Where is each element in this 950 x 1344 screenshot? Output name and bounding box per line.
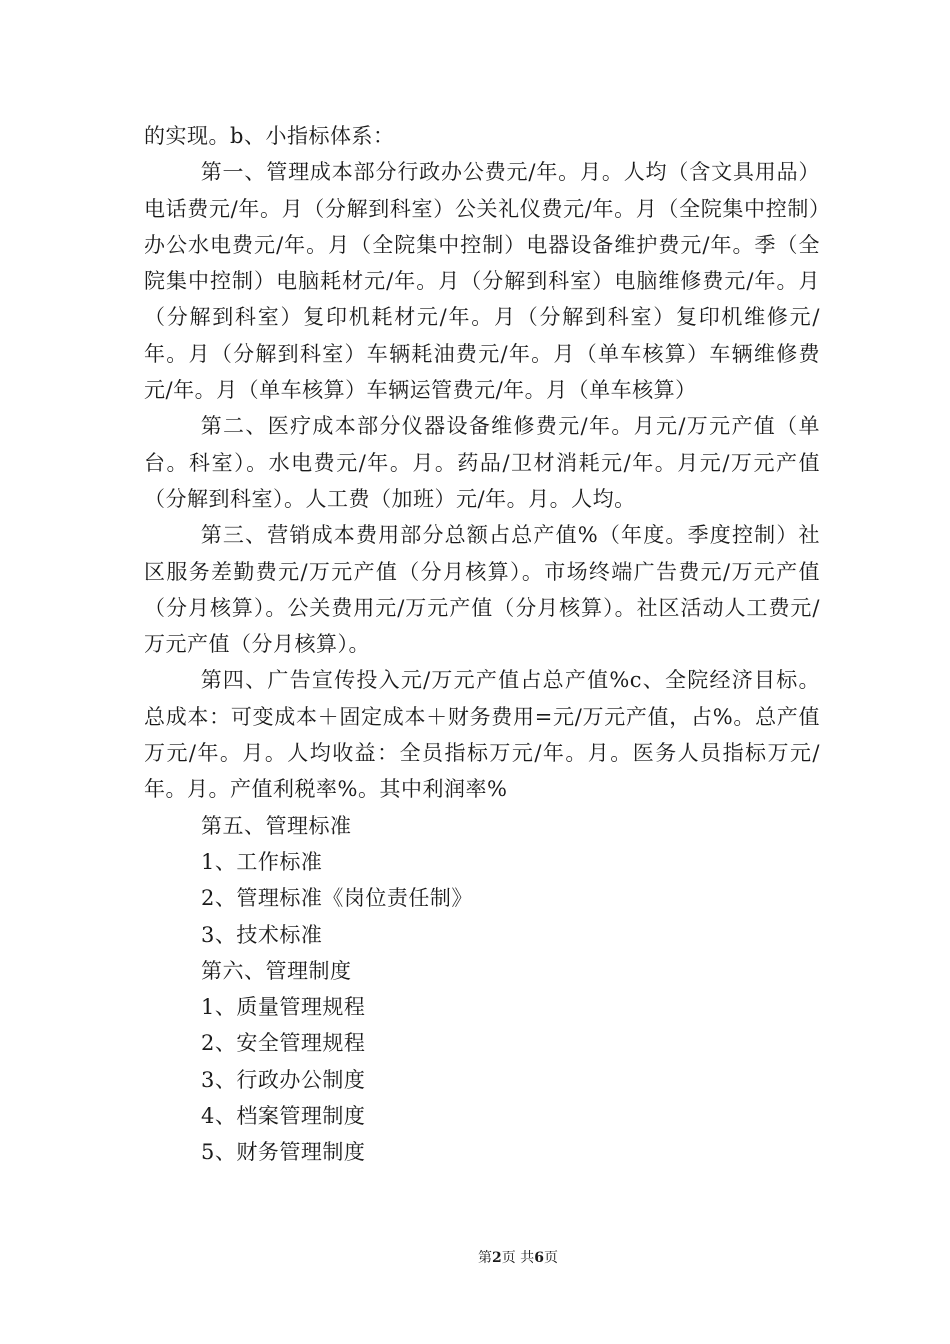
list-item: 4、档案管理制度: [201, 1104, 366, 1129]
page-number-footer: [0, 1247, 950, 1267]
total-pages: 6: [534, 1250, 544, 1266]
paragraph-intro: 的实现。b、小指标体系：: [144, 124, 395, 148]
list-item: 3、行政办公制度: [201, 1067, 366, 1092]
paragraph-medical-cost: 第二、医疗成本部分仪器设备维修费元/年。月元/万元产值（单台。科室）。水电费元/年。月。药品/卫材消耗元/年。月元/万元产值（分解到科室）。人工费（加班）元/年。月。人均。: [144, 414, 820, 511]
footer-middle: 页 共: [501, 1250, 535, 1266]
section-heading-standards: 第五、管理标准: [201, 813, 352, 838]
paragraph-marketing-cost: 第三、营销成本费用部分总额占总产值%（年度。季度控制）社区服务差勤费元/万元产值（分月核算）。市场终端广告费元/万元产值（分月核算）。公关费用元/万元产值（分月核算）。社区活动人工费元/万元产值（分月核算）。: [144, 523, 820, 657]
list-item: 1、质量管理规程: [201, 995, 366, 1020]
section-heading-systems: 第六、管理制度: [201, 958, 352, 983]
document-body: [144, 118, 820, 1171]
paragraph-management-cost: 第一、管理成本部分行政办公费元/年。月。人均（含文具用品）电话费元/年。月（分解到科室）公关礼仪费元/年。月（全院集中控制）办公水电费元/年。月（全院集中控制）电器设备维护费元/年。季（全院集中控制）电脑耗材元/年。月（分解到科室）电脑维修费元/年。月（分解到科室）复印机耗材元/年。月（分解到科室）复印机维修元/年。月（分解到科室）车辆耗油费元/年。月（单车核算）车辆维修费元/年。月（单车核算）车辆运管费元/年。月（单车核算）: [144, 160, 820, 403]
list-item: 5、财务管理制度: [201, 1140, 366, 1165]
footer-prefix: 第: [478, 1250, 493, 1266]
list-item: 3、技术标准: [201, 922, 323, 947]
list-item: 2、安全管理规程: [201, 1031, 366, 1056]
list-item: 2、管理标准《岗位责任制》: [201, 886, 473, 911]
list-item: 1、工作标准: [201, 849, 323, 874]
paragraph-advertising: 第四、广告宣传投入元/万元产值占总产值%c、全院经济目标。总成本：可变成本＋固定成本＋财务费用=元/万元产值，占%。总产值万元/年。月。人均收益：全员指标万元/年。月。医务人员指标万元/年。月。产值利税率%。其中利润率%: [144, 668, 820, 802]
current-page-number: 2: [492, 1250, 502, 1266]
footer-suffix: 页: [543, 1250, 558, 1266]
